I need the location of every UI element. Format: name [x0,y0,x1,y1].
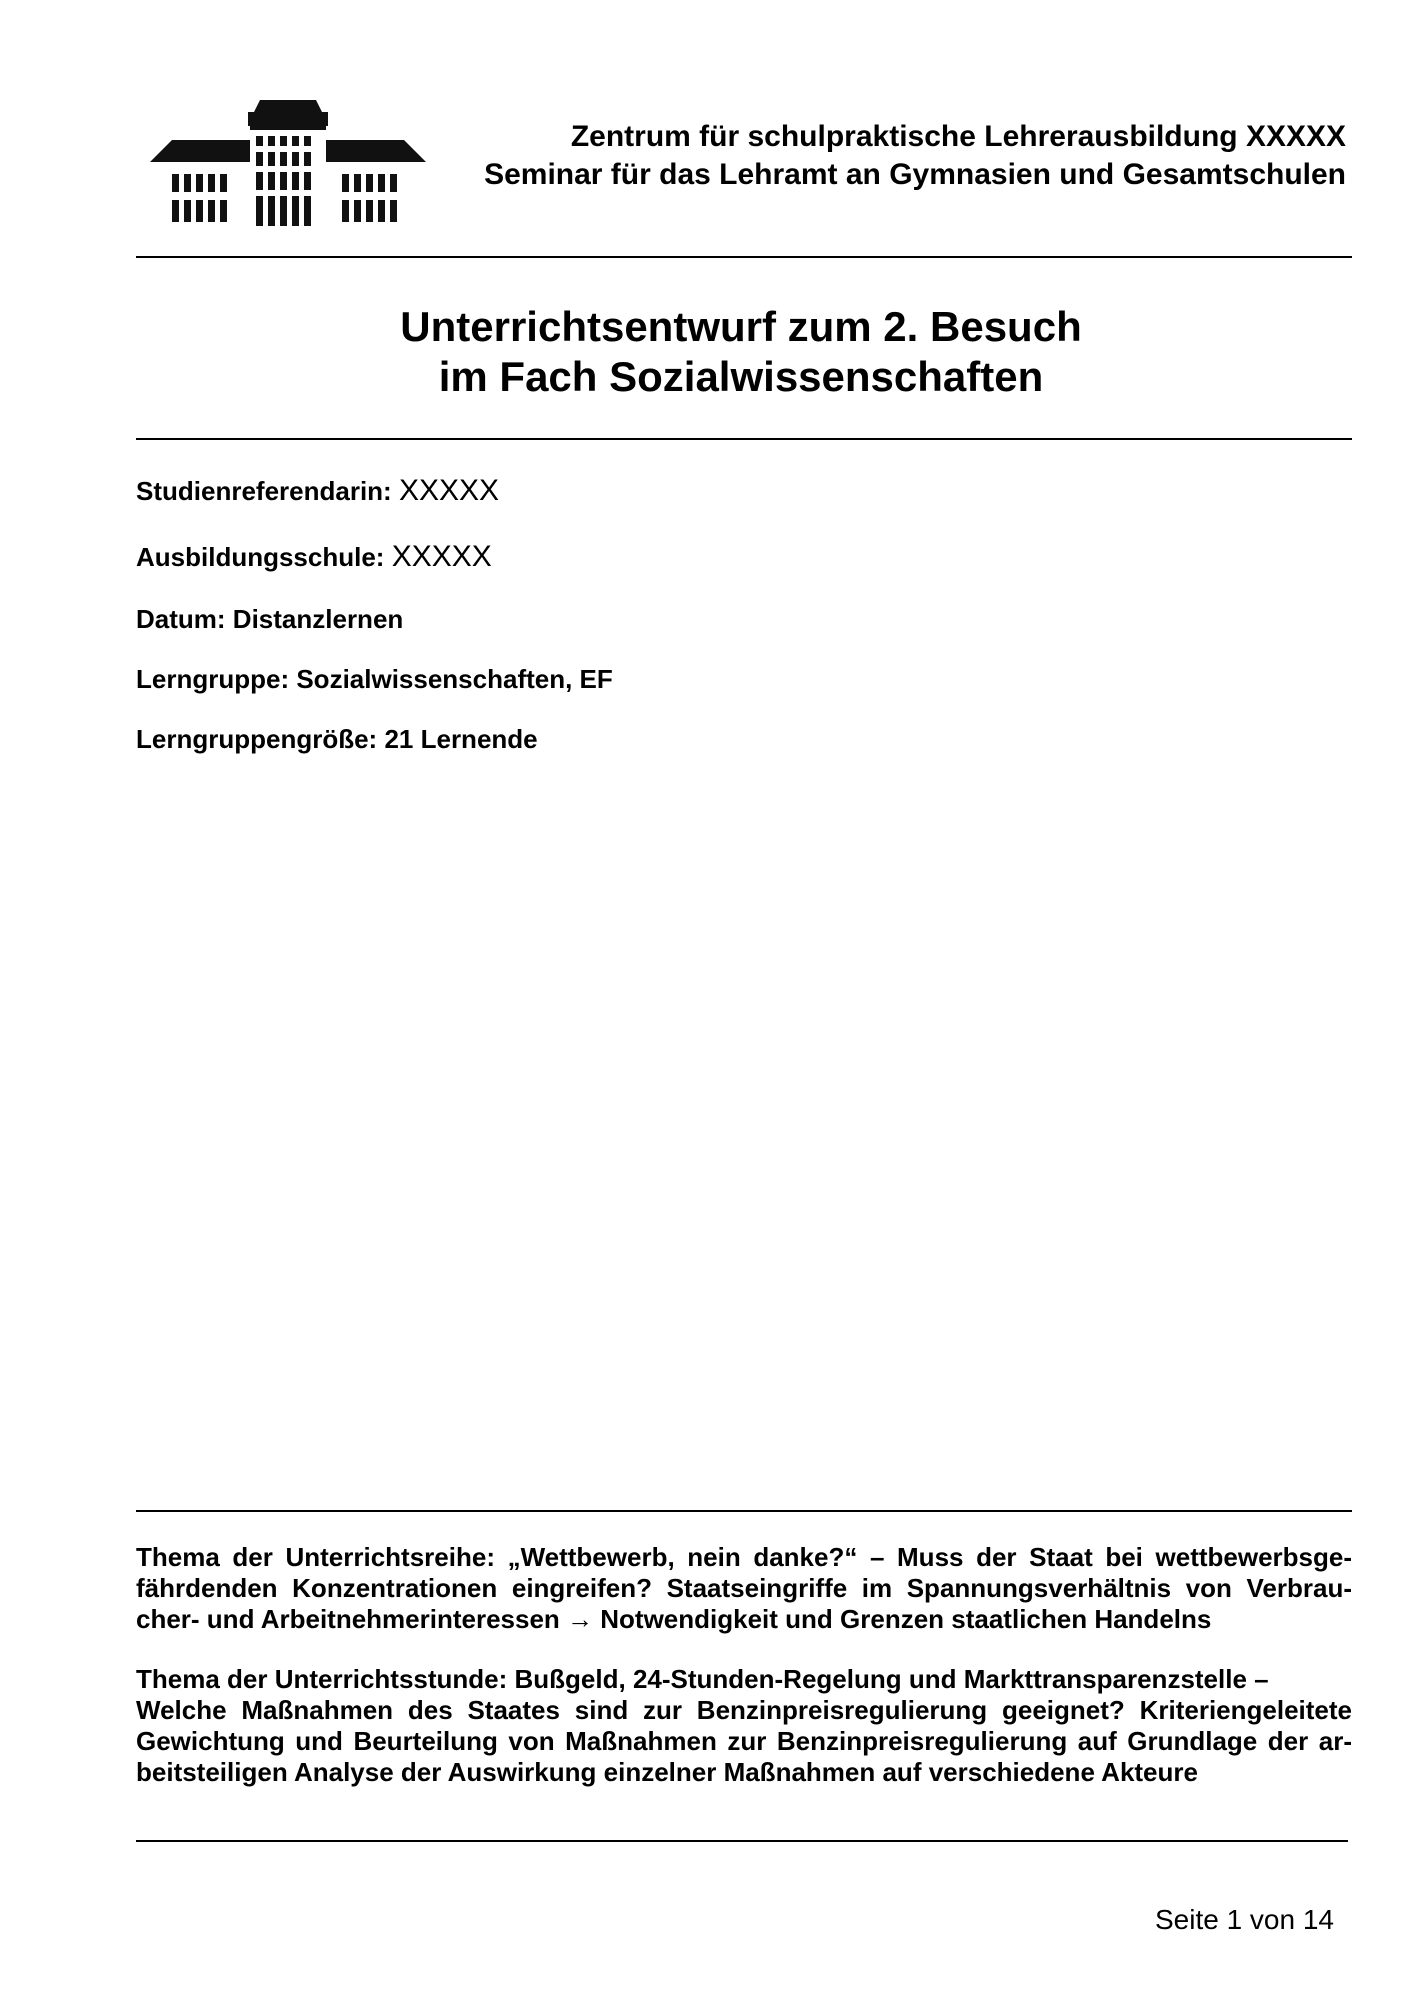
field-lerngruppe [136,664,613,695]
unterrichtsreihe-topic [136,1542,1352,1635]
reihe-line-3: cher- und Arbeitnehmerinteressen → Notwendigkeit und Grenzen staatlichen Handelns [136,1604,1212,1634]
field-label: Ausbildungsschule: [136,542,385,572]
field-value: XXXXX [398,474,500,507]
field-referendarin [136,474,499,508]
field-value: XXXXX [391,540,492,573]
field-datum [136,604,403,635]
reihe-line-1: Thema der Unterrichtsreihe: „Wettbewerb, nein danke?“ – Muss der Staat bei wettbewerbsge- [136,1542,1352,1572]
divider-topics [136,1510,1352,1512]
reihe-line-2: fährdenden Konzentrationen eingreifen? Staatseingriffe im Spannungsverhältnis von Verbrau- [136,1573,1352,1603]
field-label: Studienreferendarin: [136,476,392,506]
document-title [136,302,1346,402]
unterrichtsstunde-topic [136,1664,1352,1788]
stunde-line-4: beitsteiligen Analyse der Auswirkung einzelner Maßnahmen auf verschiedene Akteure [136,1757,1198,1787]
institution-line-2: Seminar für das Lehramt an Gymnasien und Gesamtschulen [484,158,1346,191]
divider-footer [136,1840,1348,1842]
field-value: Sozialwissenschaften, EF [296,664,613,694]
institution-header [416,118,1346,194]
stunde-line-1: Thema der Unterrichtsstunde: Bußgeld, 24-Stunden-Regelung und Markttransparenzstelle – [136,1664,1269,1694]
stunde-line-2: Welche Maßnahmen des Staates sind zur Benzinpreisregulierung geeignet? Kriteriengeleitete [136,1695,1352,1725]
building-logo-icon [150,100,426,230]
field-label: Lerngruppe: [136,664,290,694]
title-line-1: Unterrichtsentwurf zum 2. Besuch [400,303,1082,350]
divider-header [136,256,1352,258]
field-value: Distanzlernen [232,604,404,634]
field-label: Datum: [136,604,226,634]
page-number: Seite 1 von 14 [1154,1904,1334,1935]
stunde-line-3: Gewichtung und Beurteilung von Maßnahmen zur Benzinpreisregulierung auf Grundlage der ar- [136,1726,1352,1756]
field-value: 21 Lernende [384,724,538,754]
divider-title [136,438,1352,440]
title-line-2: im Fach Sozialwissenschaften [438,353,1044,400]
field-groesse [136,724,538,755]
field-label: Lerngruppengröße: [136,724,378,754]
institution-line-1: Zentrum für schulpraktische Lehrerausbildung XXXXX [570,120,1346,153]
field-schule [136,540,492,574]
